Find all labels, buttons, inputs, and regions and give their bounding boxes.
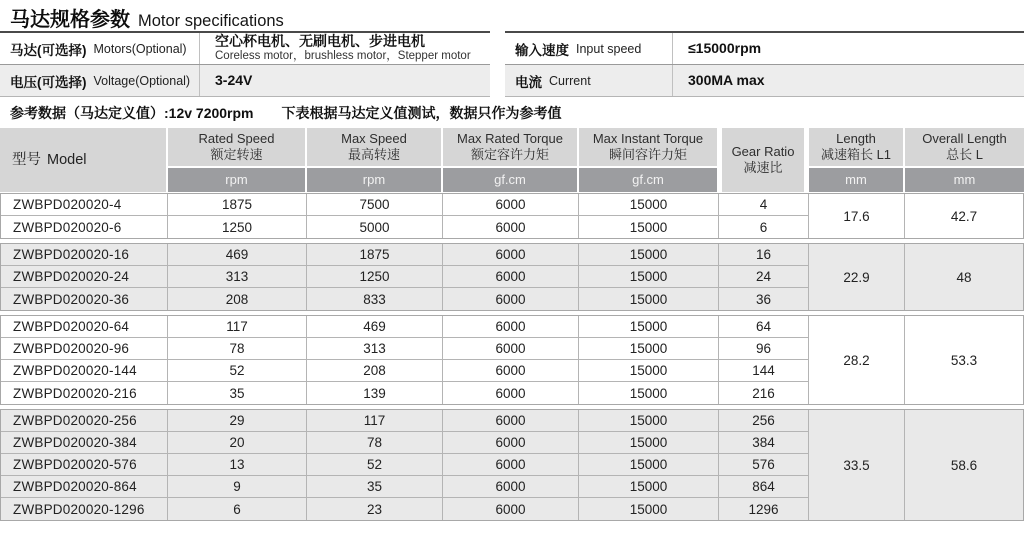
model-cell: ZWBPD020020-256 <box>1 410 168 432</box>
spec-group-1 <box>0 193 1024 239</box>
max-instant-torque-cell: 15000 <box>579 338 719 360</box>
max-rated-torque-cell: 6000 <box>443 316 579 338</box>
spec-table-header <box>0 128 1024 192</box>
rated-speed-cell: 6 <box>168 498 307 520</box>
max-speed-cell: 208 <box>307 360 443 382</box>
model-header-zh: 型号 <box>12 151 41 168</box>
gear-ratio-header-en: Gear Ratio <box>731 143 795 159</box>
rated-speed-cell: 13 <box>168 454 307 476</box>
max-instant-torque-cell: 15000 <box>579 498 719 520</box>
max-rated-torque-cell: 6000 <box>443 338 579 360</box>
max-speed-header-en: Max Speed <box>341 130 407 146</box>
page-title-en: Motor specifications <box>138 12 284 30</box>
length-header-zh: 减速箱长 L1 <box>820 147 892 162</box>
max-speed-cell: 313 <box>307 338 443 360</box>
max-rated-torque-cell: 6000 <box>443 216 579 238</box>
page-title-zh: 马达规格参数 <box>10 9 130 31</box>
max-rated-torque-cell: 6000 <box>443 360 579 382</box>
overall-length-cell: 48 <box>956 269 972 285</box>
reference-note <box>10 103 562 123</box>
length-cell: 17.6 <box>809 194 905 238</box>
gear-ratio-cell: 64 <box>719 316 809 338</box>
max-instant-torque-cell: 15000 <box>579 454 719 476</box>
current-row <box>505 65 1024 97</box>
max-instant-torque-cell: 15000 <box>579 288 719 310</box>
model-cell: ZWBPD020020-1296 <box>1 498 168 520</box>
max-rated-torque-cell: 6000 <box>443 410 579 432</box>
rated-speed-cell: 208 <box>168 288 307 310</box>
gear-ratio-cell: 864 <box>719 476 809 498</box>
model-cell: ZWBPD020020-576 <box>1 454 168 476</box>
current-label-en: Current <box>549 73 591 88</box>
model-column-header <box>0 128 166 192</box>
electrical-table <box>505 31 1024 97</box>
max-rated-torque-cell: 6000 <box>443 432 579 454</box>
rated-speed-cell: 1875 <box>168 194 307 216</box>
max-speed-cell: 23 <box>307 498 443 520</box>
gear-ratio-cell: 576 <box>719 454 809 476</box>
input-speed-label <box>505 33 672 64</box>
gear-ratio-cell: 16 <box>719 244 809 266</box>
motor-options-table <box>0 31 490 97</box>
input-speed-label-zh: 输入速度 <box>515 42 569 58</box>
spec-group-2 <box>0 243 1024 311</box>
motors-value-zh: 空心杯电机、无刷电机、步进电机 <box>215 33 425 50</box>
rated-speed-cell: 29 <box>168 410 307 432</box>
rated-speed-header-zh: 额定转速 <box>210 147 263 162</box>
motors-value <box>199 33 490 64</box>
gear-ratio-cell: 216 <box>719 382 809 404</box>
max-instant-torque-column-header <box>579 128 717 166</box>
max-rated-torque-cell: 6000 <box>443 476 579 498</box>
overall-length-header-zh: 总长 L <box>946 147 983 162</box>
model-cell: ZWBPD020020-24 <box>1 266 168 288</box>
max-speed-unit: rpm <box>307 168 441 192</box>
model-cell: ZWBPD020020-64 <box>1 316 168 338</box>
motors-value-en: Coreless motor，brushless motor，Stepper motor <box>215 50 471 63</box>
gear-ratio-cell: 6 <box>719 216 809 238</box>
current-value <box>672 65 1024 96</box>
model-cell: ZWBPD020020-6 <box>1 216 168 238</box>
model-cell: ZWBPD020020-864 <box>1 476 168 498</box>
max-instant-torque-header-zh: 瞬间容许力矩 <box>608 147 687 162</box>
voltage-row <box>0 65 490 97</box>
max-rated-torque-cell: 6000 <box>443 288 579 310</box>
max-instant-torque-cell: 15000 <box>579 360 719 382</box>
max-speed-cell: 52 <box>307 454 443 476</box>
model-cell: ZWBPD020020-144 <box>1 360 168 382</box>
current-value-text: 300MA max <box>688 72 765 89</box>
max-rated-torque-cell: 6000 <box>443 498 579 520</box>
reference-note-right: 下表根据马达定义值测试，数据只作为参考值 <box>281 105 562 121</box>
max-speed-cell: 1875 <box>307 244 443 266</box>
motors-row <box>0 33 490 65</box>
current-label-zh: 电流 <box>515 74 542 90</box>
page-title <box>10 3 284 32</box>
model-cell: ZWBPD020020-216 <box>1 382 168 404</box>
rated-speed-header-en: Rated Speed <box>198 130 275 146</box>
input-speed-value-text: ≤15000rpm <box>688 40 762 57</box>
overall-length-unit: mm <box>905 168 1024 192</box>
rated-speed-cell: 20 <box>168 432 307 454</box>
input-speed-label-en: Input speed <box>576 41 642 56</box>
length-cell: 28.2 <box>809 316 905 404</box>
motors-label-en: Motors(Optional) <box>93 41 187 56</box>
rated-speed-cell: 313 <box>168 266 307 288</box>
input-speed-row <box>505 33 1024 65</box>
max-rated-torque-cell: 6000 <box>443 244 579 266</box>
max-speed-cell: 7500 <box>307 194 443 216</box>
max-rated-torque-cell: 6000 <box>443 266 579 288</box>
gear-ratio-cell: 384 <box>719 432 809 454</box>
max-instant-torque-cell: 15000 <box>579 244 719 266</box>
max-rated-torque-cell: 6000 <box>443 382 579 404</box>
overall-length-header-en: Overall Length <box>922 130 1007 146</box>
rated-speed-column-header <box>168 128 305 166</box>
max-instant-torque-cell: 15000 <box>579 216 719 238</box>
rated-speed-cell: 9 <box>168 476 307 498</box>
gear-ratio-cell: 144 <box>719 360 809 382</box>
max-speed-header-zh: 最高转速 <box>347 147 400 162</box>
max-instant-torque-cell: 15000 <box>579 194 719 216</box>
overall-length-cell: 53.3 <box>950 352 978 368</box>
max-speed-column-header <box>307 128 441 166</box>
model-cell: ZWBPD020020-16 <box>1 244 168 266</box>
model-cell: ZWBPD020020-384 <box>1 432 168 454</box>
length-unit: mm <box>809 168 903 192</box>
max-speed-cell: 5000 <box>307 216 443 238</box>
rated-speed-cell: 35 <box>168 382 307 404</box>
overall-length-cell: 58.6 <box>950 457 978 473</box>
gear-ratio-cell: 36 <box>719 288 809 310</box>
max-speed-cell: 117 <box>307 410 443 432</box>
voltage-label <box>0 65 199 96</box>
length-header-en: Length <box>836 130 876 146</box>
gear-ratio-cell: 24 <box>719 266 809 288</box>
length-cell: 33.5 <box>809 410 905 520</box>
rated-speed-unit: rpm <box>168 168 305 192</box>
motors-label <box>0 33 199 64</box>
max-rated-torque-column-header <box>443 128 577 166</box>
rated-speed-cell: 1250 <box>168 216 307 238</box>
overall-length-column-header <box>905 128 1024 166</box>
current-label <box>505 65 672 96</box>
length-cell: 22.9 <box>809 244 905 310</box>
model-cell: ZWBPD020020-4 <box>1 194 168 216</box>
gear-ratio-cell: 4 <box>719 194 809 216</box>
max-rated-torque-header-zh: 额定容许力矩 <box>470 147 549 162</box>
gear-ratio-cell: 256 <box>719 410 809 432</box>
voltage-value-text: 3-24V <box>215 72 253 89</box>
max-speed-cell: 139 <box>307 382 443 404</box>
voltage-label-zh: 电压(可选择) <box>10 74 87 90</box>
rated-speed-cell: 78 <box>168 338 307 360</box>
rated-speed-cell: 117 <box>168 316 307 338</box>
model-header-en: Model <box>47 151 87 168</box>
gear-ratio-column-header <box>722 128 804 192</box>
spec-group-3 <box>0 315 1024 405</box>
max-instant-torque-cell: 15000 <box>579 432 719 454</box>
gear-ratio-cell: 96 <box>719 338 809 360</box>
overall-length-cell: 42.7 <box>950 208 978 224</box>
max-speed-cell: 833 <box>307 288 443 310</box>
max-instant-torque-header-en: Max Instant Torque <box>592 130 704 146</box>
length-column-header <box>809 128 903 166</box>
max-speed-cell: 35 <box>307 476 443 498</box>
max-rated-torque-header-en: Max Rated Torque <box>457 130 563 146</box>
input-speed-value <box>672 33 1024 64</box>
model-cell: ZWBPD020020-96 <box>1 338 168 360</box>
model-cell: ZWBPD020020-36 <box>1 288 168 310</box>
rated-speed-cell: 52 <box>168 360 307 382</box>
max-instant-torque-cell: 15000 <box>579 476 719 498</box>
max-speed-cell: 469 <box>307 316 443 338</box>
reference-note-left: 参考数据（马达定义值）:12v 7200rpm <box>10 105 254 121</box>
max-instant-torque-cell: 15000 <box>579 266 719 288</box>
max-speed-cell: 78 <box>307 432 443 454</box>
voltage-label-en: Voltage(Optional) <box>93 73 191 88</box>
max-speed-cell: 1250 <box>307 266 443 288</box>
gear-ratio-header-zh: 减速比 <box>743 160 783 175</box>
max-instant-torque-unit: gf.cm <box>579 168 717 192</box>
max-instant-torque-cell: 15000 <box>579 410 719 432</box>
motors-label-zh: 马达(可选择) <box>10 42 87 58</box>
max-instant-torque-cell: 15000 <box>579 316 719 338</box>
voltage-value <box>199 65 490 96</box>
max-rated-torque-cell: 6000 <box>443 194 579 216</box>
max-rated-torque-cell: 6000 <box>443 454 579 476</box>
rated-speed-cell: 469 <box>168 244 307 266</box>
max-rated-torque-unit: gf.cm <box>443 168 577 192</box>
spec-table-body <box>0 193 1024 521</box>
gear-ratio-cell: 1296 <box>719 498 809 520</box>
max-instant-torque-cell: 15000 <box>579 382 719 404</box>
spec-group-4 <box>0 409 1024 521</box>
